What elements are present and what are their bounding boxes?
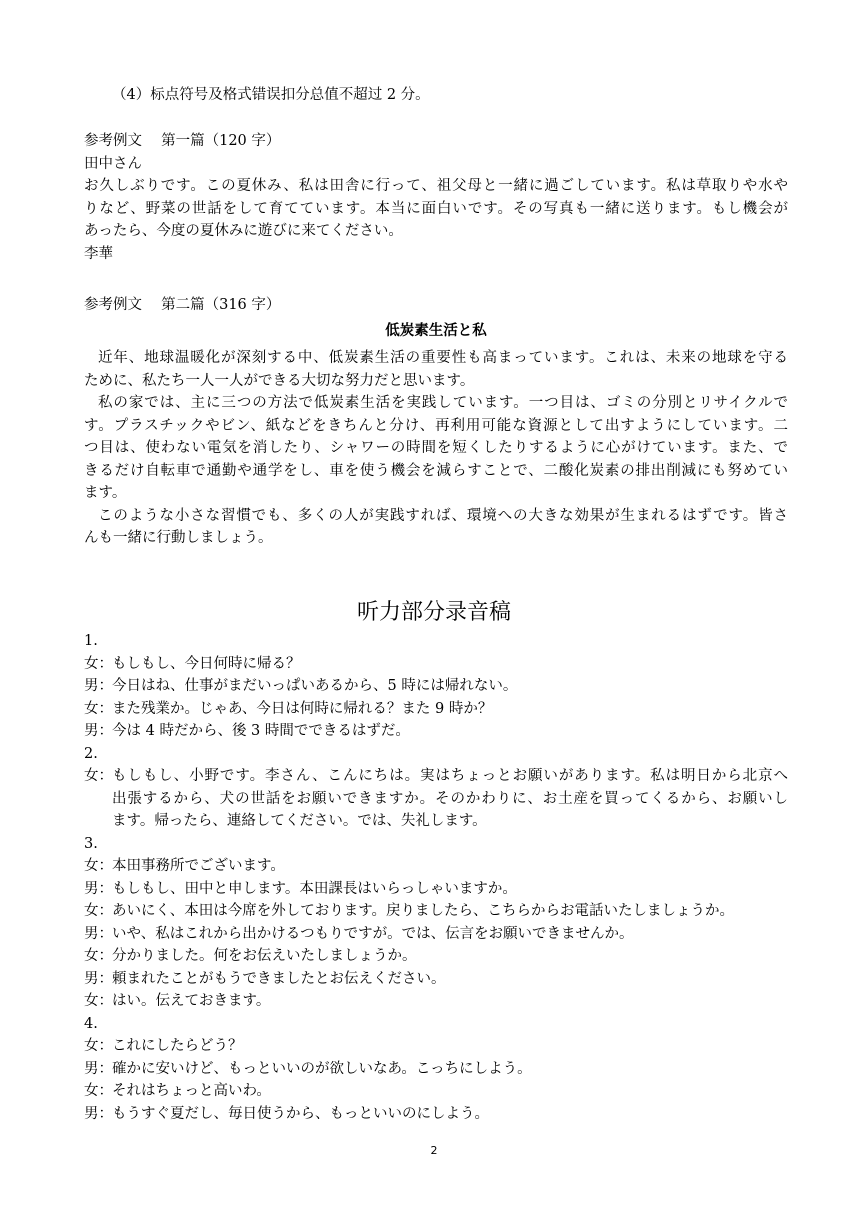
- dialogue-text: 分かりました。何をお伝えいたしましょうか。: [112, 948, 417, 964]
- dialogue-line: [84, 1103, 788, 1126]
- dialogue-line: [84, 878, 788, 901]
- dialogue-text: 今日はね、仕事がまだいっぱいあるから、5 時には帰れない。: [112, 678, 518, 694]
- question-number: 4.: [84, 1015, 98, 1032]
- page-number: 2: [430, 1144, 438, 1157]
- dialogue-line: [84, 720, 788, 743]
- speaker-label: 男：: [84, 880, 113, 897]
- speaker-label: 男：: [84, 970, 113, 987]
- essay1-line: りなど、野菜の世話をして育てています。本当に面白いです。その写真も一緒に送ります。もし機会が: [84, 200, 788, 217]
- essay2-line: このような小さな習慣でも、多くの人が実践すれば、環境への大きな効果が生まれるはずです。皆さ: [98, 507, 788, 524]
- essay2-line: ます。: [84, 485, 127, 501]
- essay2-line: んも一緒に行動しましょう。: [84, 530, 273, 546]
- speaker-label: 女：: [84, 948, 113, 964]
- essay2-title: 低炭素生活と私: [385, 323, 487, 339]
- dialogue-text: 頼まれたことがもうできましたとお伝えください。: [112, 970, 446, 987]
- scoring-note-block: [84, 84, 788, 107]
- dialogue-text: もしもし、田中と申します。本田課長はいらっしゃいますか。: [112, 880, 517, 897]
- dialogue-line: [84, 968, 788, 991]
- dialogue-line: [84, 698, 788, 721]
- speaker-label: 男：: [84, 1060, 113, 1077]
- essay2-line: きるだけ自転車で通勤や通学をし、車を使う機会を減らすことで、二酸化炭素の排出削減にも努めてい: [84, 462, 788, 479]
- speaker-label: 女：: [84, 993, 113, 1009]
- essay2-line: 近年、地球温暖化が深刻する中、低炭素生活の重要性も高まっています。これは、未来の地球を守る: [98, 350, 788, 366]
- essay2-line: ために、私たち一人一人ができる大切な努力だと思います。: [84, 372, 475, 389]
- speaker-label: 女：: [84, 768, 113, 784]
- dialogue-line: [84, 855, 788, 878]
- dialogue-text: これにしたらどう？: [112, 1038, 243, 1054]
- essay1-line: あったら、今度の夏休みに遊びに来てください。: [84, 223, 403, 239]
- scoring-note: （4）标点符号及格式错误扣分总值不超过 2 分。: [112, 87, 430, 103]
- speaker-label: 男：: [84, 723, 113, 739]
- transcript-body: [84, 630, 788, 1125]
- essay1-block: [84, 130, 788, 265]
- dialogue-text: 確かに安いけど、もっといいのが欲しいなあ。こっちにしよう。: [112, 1060, 532, 1077]
- speaker-label: 女：: [84, 1083, 113, 1099]
- dialogue-text: もうすぐ夏だし、毎日使うから、もっといいのにしよう。: [112, 1105, 489, 1122]
- essay1-salutation: 田中さん: [84, 155, 142, 172]
- essay2-block: [84, 294, 788, 317]
- essay2-line: つ目は、使わない電気を消したり、シャワーの時間を短くしたりするように心がけています。また、で: [84, 440, 788, 456]
- speaker-label: 女：: [84, 1038, 113, 1054]
- dialogue-text: 本田事務所でございます。: [112, 858, 285, 874]
- speaker-label: 男：: [84, 678, 113, 694]
- dialogue-text: あいにく、本田は今席を外しております。戻りましたら、こちらからお電話いたしましょうか。: [112, 903, 735, 919]
- dialogue-text: もしもし、今日何時に帰る？: [112, 655, 301, 672]
- dialogue-line: [84, 945, 788, 968]
- essay2-line: す。プラスチックやビン、紙などをきちんと分け、再利用可能な資源として出すようにしています。二: [84, 417, 788, 434]
- dialogue-text: それはちょっと高いわ。: [112, 1083, 271, 1099]
- dialogue-line: [84, 653, 788, 676]
- essay1-heading: 参考例文 第一篇（120 字）: [84, 133, 281, 149]
- speaker-label: 男：: [84, 1105, 113, 1122]
- speaker-label: 女：: [84, 903, 113, 919]
- dialogue-continuation: [84, 788, 788, 811]
- dialogue-line: [84, 1035, 788, 1058]
- speaker-label: 女：: [84, 858, 113, 874]
- indent-spacer: [84, 788, 112, 811]
- dialogue-text: 出張するから、犬の世話をお願いできますか。そのかわりに、お土産を買ってくるから、お願いし: [112, 790, 788, 807]
- essay2-line: 私の家では、主に三つの方法で低炭素生活を実践しています。一つ目は、ゴミの分別とリサイクルで: [98, 395, 788, 411]
- transcript-title: 听力部分录音稿: [356, 600, 511, 625]
- dialogue-text: はい。伝えておきます。: [112, 993, 271, 1009]
- speaker-label: 男：: [84, 925, 113, 942]
- essay2-heading: 参考例文 第二篇（316 字）: [84, 297, 281, 313]
- essay1-line: お久しぶりです。この夏休み、私は田舎に行って、祖父母と一緒に過ごしています。私は草取りや水や: [84, 178, 788, 194]
- dialogue-line: [84, 1058, 788, 1081]
- dialogue-line: [84, 990, 788, 1013]
- dialogue-line: [84, 900, 788, 923]
- dialogue-text: ます。帰ったら、連絡してください。では、失礼します。: [112, 813, 487, 829]
- dialogue-line: [84, 675, 788, 698]
- essay2-body: [84, 347, 788, 550]
- question-number: 1.: [84, 633, 98, 649]
- dialogue-line: [84, 1080, 788, 1103]
- speaker-label: 女：: [84, 700, 113, 717]
- question-number: 2.: [84, 745, 98, 762]
- dialogue-text: また残業か。じゃあ、今日は何時に帰れる？また 9 時か？: [112, 700, 493, 717]
- dialogue-line: [84, 765, 788, 788]
- essay1-signature: 李華: [84, 245, 113, 262]
- speaker-label: 女：: [84, 655, 113, 672]
- dialogue-text: もしもし、小野です。李さん、こんにちは。実はちょっとお願いがあります。私は明日から北京へ: [112, 768, 788, 784]
- dialogue-text: いや、私はこれから出かけるつもりですが。では、伝言をお願いできませんか。: [112, 925, 634, 942]
- question-number: 3.: [84, 835, 98, 852]
- dialogue-text: 今は 4 時だから、後 3 時間でできるはずだ。: [112, 723, 410, 739]
- dialogue-line: [84, 923, 788, 946]
